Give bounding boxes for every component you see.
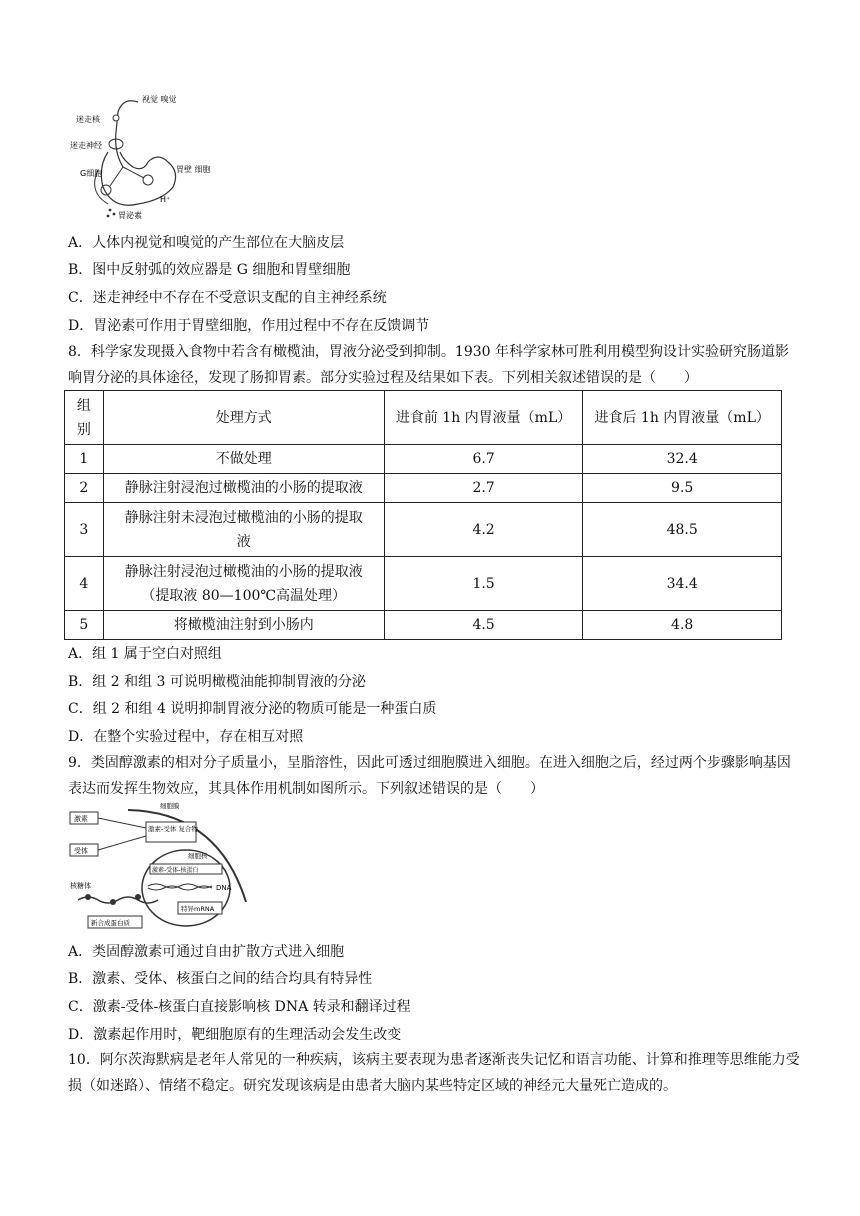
cell-group: 5 (65, 611, 104, 640)
q10-stem: 10．阿尔茨海默病是老年人常见的一种疾病，该病主要表现为患者逐渐丧失记忆和语言功能、计算和推理等思维能力受损（如迷路）、情绪不稳定。研究发现该病是由患者大脑内某些特定区域的神经元大量死亡造成的。 (68, 1052, 800, 1094)
table-row (65, 445, 782, 474)
header-group: 组 别 (65, 391, 104, 445)
cell-after: 32.4 (583, 445, 782, 474)
steroid-hormone-diagram (68, 802, 248, 934)
table-row (65, 474, 782, 503)
q8-option-d: D．在整个实验过程中，存在相互对照 (68, 729, 304, 745)
gastric-reflex-diagram (68, 92, 238, 226)
q9-stem: 9．类固醇激素的相对分子质量小，呈脂溶性，因此可透过细胞膜进入细胞。在进入细胞之后，经过两个步骤影响基因表达而发挥生物效应，其具体作用机制如图所示。下列叙述错误的是（ ） (68, 755, 791, 797)
cell-treatment: 不做处理 (103, 445, 384, 474)
cell-before: 4.5 (384, 611, 583, 640)
q8-stem: 8．科学家发现摄入食物中若含有橄榄油，胃液分泌受到抑制。1930 年科学家林可胜利用模型狗设计实验研究肠道影响胃分泌的具体途径，发现了肠抑胃素。部分实验过程及结果如下表。下列相关叙述错误的是（ ） (68, 344, 789, 386)
q9-option-d: D．激素起作用时，靶细胞原有的生理活动会发生改变 (68, 1027, 402, 1043)
q9-option-b: B．激素、受体、核蛋白之间的结合均具有特异性 (68, 971, 373, 987)
q8-option-b: B．组 2 和组 3 可说明橄榄油能抑制胃液的分泌 (68, 674, 366, 690)
label-h-plus: H⁺ (160, 195, 171, 204)
header-before: 进食前 1h 内胃液量（mL） (384, 391, 583, 445)
q8-table (64, 390, 782, 640)
cell-treatment: 静脉注射浸泡过橄榄油的小肠的提取液 （提取液 80—100℃高温处理） (103, 557, 384, 611)
q8-option-a: A．组 1 属于空白对照组 (68, 646, 222, 662)
label-dna: DNA (216, 884, 232, 892)
cell-group: 3 (65, 503, 104, 557)
label-g-cell: G细胞 (80, 169, 103, 178)
q7-option-c: C．迷走神经中不存在不受意识支配的自主神经系统 (68, 290, 387, 306)
q9-figure (68, 802, 248, 934)
label-hormone: 激素 (74, 815, 88, 823)
label-vagus-nucleus: 迷走核 (76, 115, 100, 124)
q9-option-a: A．类固醇激素可通过自由扩散方式进入细胞 (68, 944, 345, 960)
header-treatment: 处理方式 (103, 391, 384, 445)
q7-option-d: D．胃泌素可作用于胃壁细胞，作用过程中不存在反馈调节 (68, 318, 430, 334)
q9-option-c: C．激素-受体-核蛋白直接影响核 DNA 转录和翻译过程 (68, 999, 411, 1015)
label-vagus-nerve: 迷走神经 (70, 141, 102, 150)
label-vision: 视觉 嗅觉 (142, 95, 177, 104)
header-after: 进食后 1h 内胃液量（mL） (583, 391, 782, 445)
cell-treatment: 静脉注射浸泡过橄榄油的小肠的提取液 (103, 474, 384, 503)
cell-before: 4.2 (384, 503, 583, 557)
cell-group: 4 (65, 557, 104, 611)
cell-group: 1 (65, 445, 104, 474)
cell-after: 4.8 (583, 611, 782, 640)
table-row (65, 503, 782, 557)
cell-before: 1.5 (384, 557, 583, 611)
table-row (65, 557, 782, 611)
cell-before: 2.7 (384, 474, 583, 503)
q7-figure (68, 92, 238, 226)
cell-before: 6.7 (384, 445, 583, 474)
label-nucleus: 细胞核 (188, 852, 208, 860)
table-header-row (65, 391, 782, 445)
q7-option-a: A．人体内视觉和嗅觉的产生部位在大脑皮层 (68, 235, 345, 251)
q8-option-c: C．组 2 和组 4 说明抑制胃液分泌的物质可能是一种蛋白质 (68, 701, 437, 717)
label-ribosome: 核糖体 (70, 882, 91, 890)
cell-treatment: 静脉注射未浸泡过橄榄油的小肠的提取 液 (103, 503, 384, 557)
label-complex: 激素-受体 复合物 (148, 825, 198, 833)
cell-group: 2 (65, 474, 104, 503)
label-cell-membrane: 细胞膜 (160, 802, 180, 810)
label-hr-nucleoprotein: 激素-受体-核蛋白 (152, 867, 199, 874)
q7-option-b: B．图中反射弧的效应器是 G 细胞和胃壁细胞 (68, 262, 351, 278)
cell-after: 34.4 (583, 557, 782, 611)
label-new-protein: 新合成蛋白质 (91, 919, 130, 927)
label-parietal-cell: 胃壁 细胞 (176, 165, 211, 174)
label-gastrin: 胃泌素 (118, 211, 142, 220)
label-receptor: 受体 (74, 847, 88, 855)
cell-after: 9.5 (583, 474, 782, 503)
cell-treatment: 将橄榄油注射到小肠内 (103, 611, 384, 640)
table-row (65, 611, 782, 640)
cell-after: 48.5 (583, 503, 782, 557)
label-specific-mrna: 特异mRNA (181, 905, 215, 913)
